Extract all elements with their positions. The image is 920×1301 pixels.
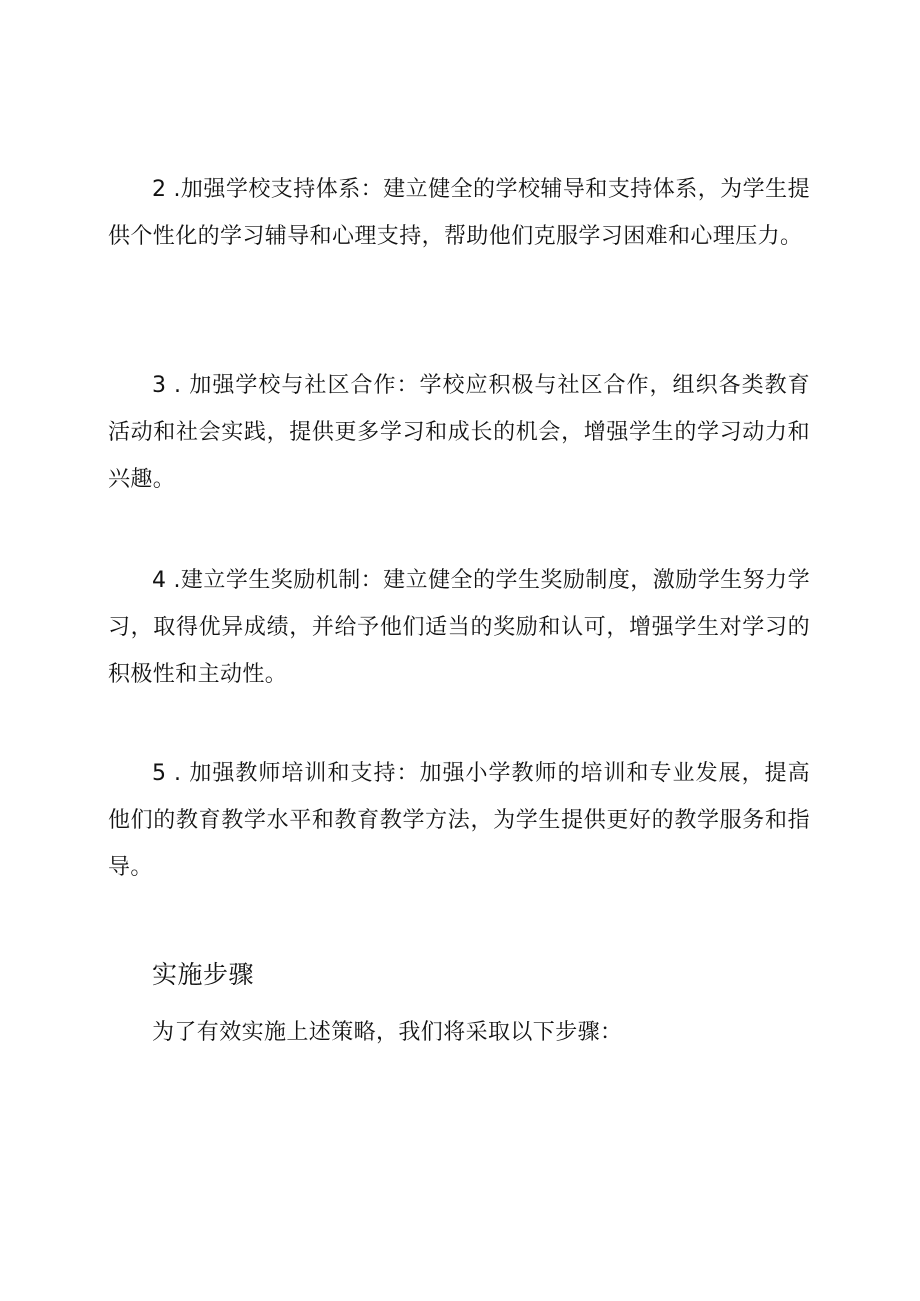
paragraph-item-5 — [108, 750, 810, 891]
paragraph-text: . 加强学校与社区合作：学校应积极与社区合作，组织各类教育活动和社会实践，提供更多学习和成长的机会，增强学生的学习动力和兴趣。 — [108, 373, 810, 492]
paragraph-number: 3 — [152, 373, 166, 398]
paragraph-item-2 — [108, 166, 810, 260]
section-heading: 实施步骤 — [152, 960, 255, 989]
paragraph-item-4 — [108, 557, 810, 698]
paragraph-number: 2 — [152, 177, 166, 202]
section-intro: 为了有效实施上述策略，我们将采取以下步骤： — [152, 1020, 623, 1045]
paragraph-number: 4 — [152, 568, 166, 593]
paragraph-text: .建立学生奖励机制：建立健全的学生奖励制度，激励学生努力学习，取得优异成绩，并给予他们适当的奖励和认可，增强学生对学习的积极性和主动性。 — [108, 568, 810, 687]
paragraph-text: .加强学校支持体系：建立健全的学校辅导和支持体系，为学生提供个性化的学习辅导和心理支持，帮助他们克服学习困难和心理压力。 — [108, 177, 810, 249]
paragraph-text: . 加强教师培训和支持：加强小学教师的培训和专业发展，提高他们的教育教学水平和教育教学方法，为学生提供更好的教学服务和指导。 — [108, 761, 810, 880]
paragraph-item-3 — [108, 362, 810, 503]
paragraph-number: 5 — [152, 761, 166, 786]
